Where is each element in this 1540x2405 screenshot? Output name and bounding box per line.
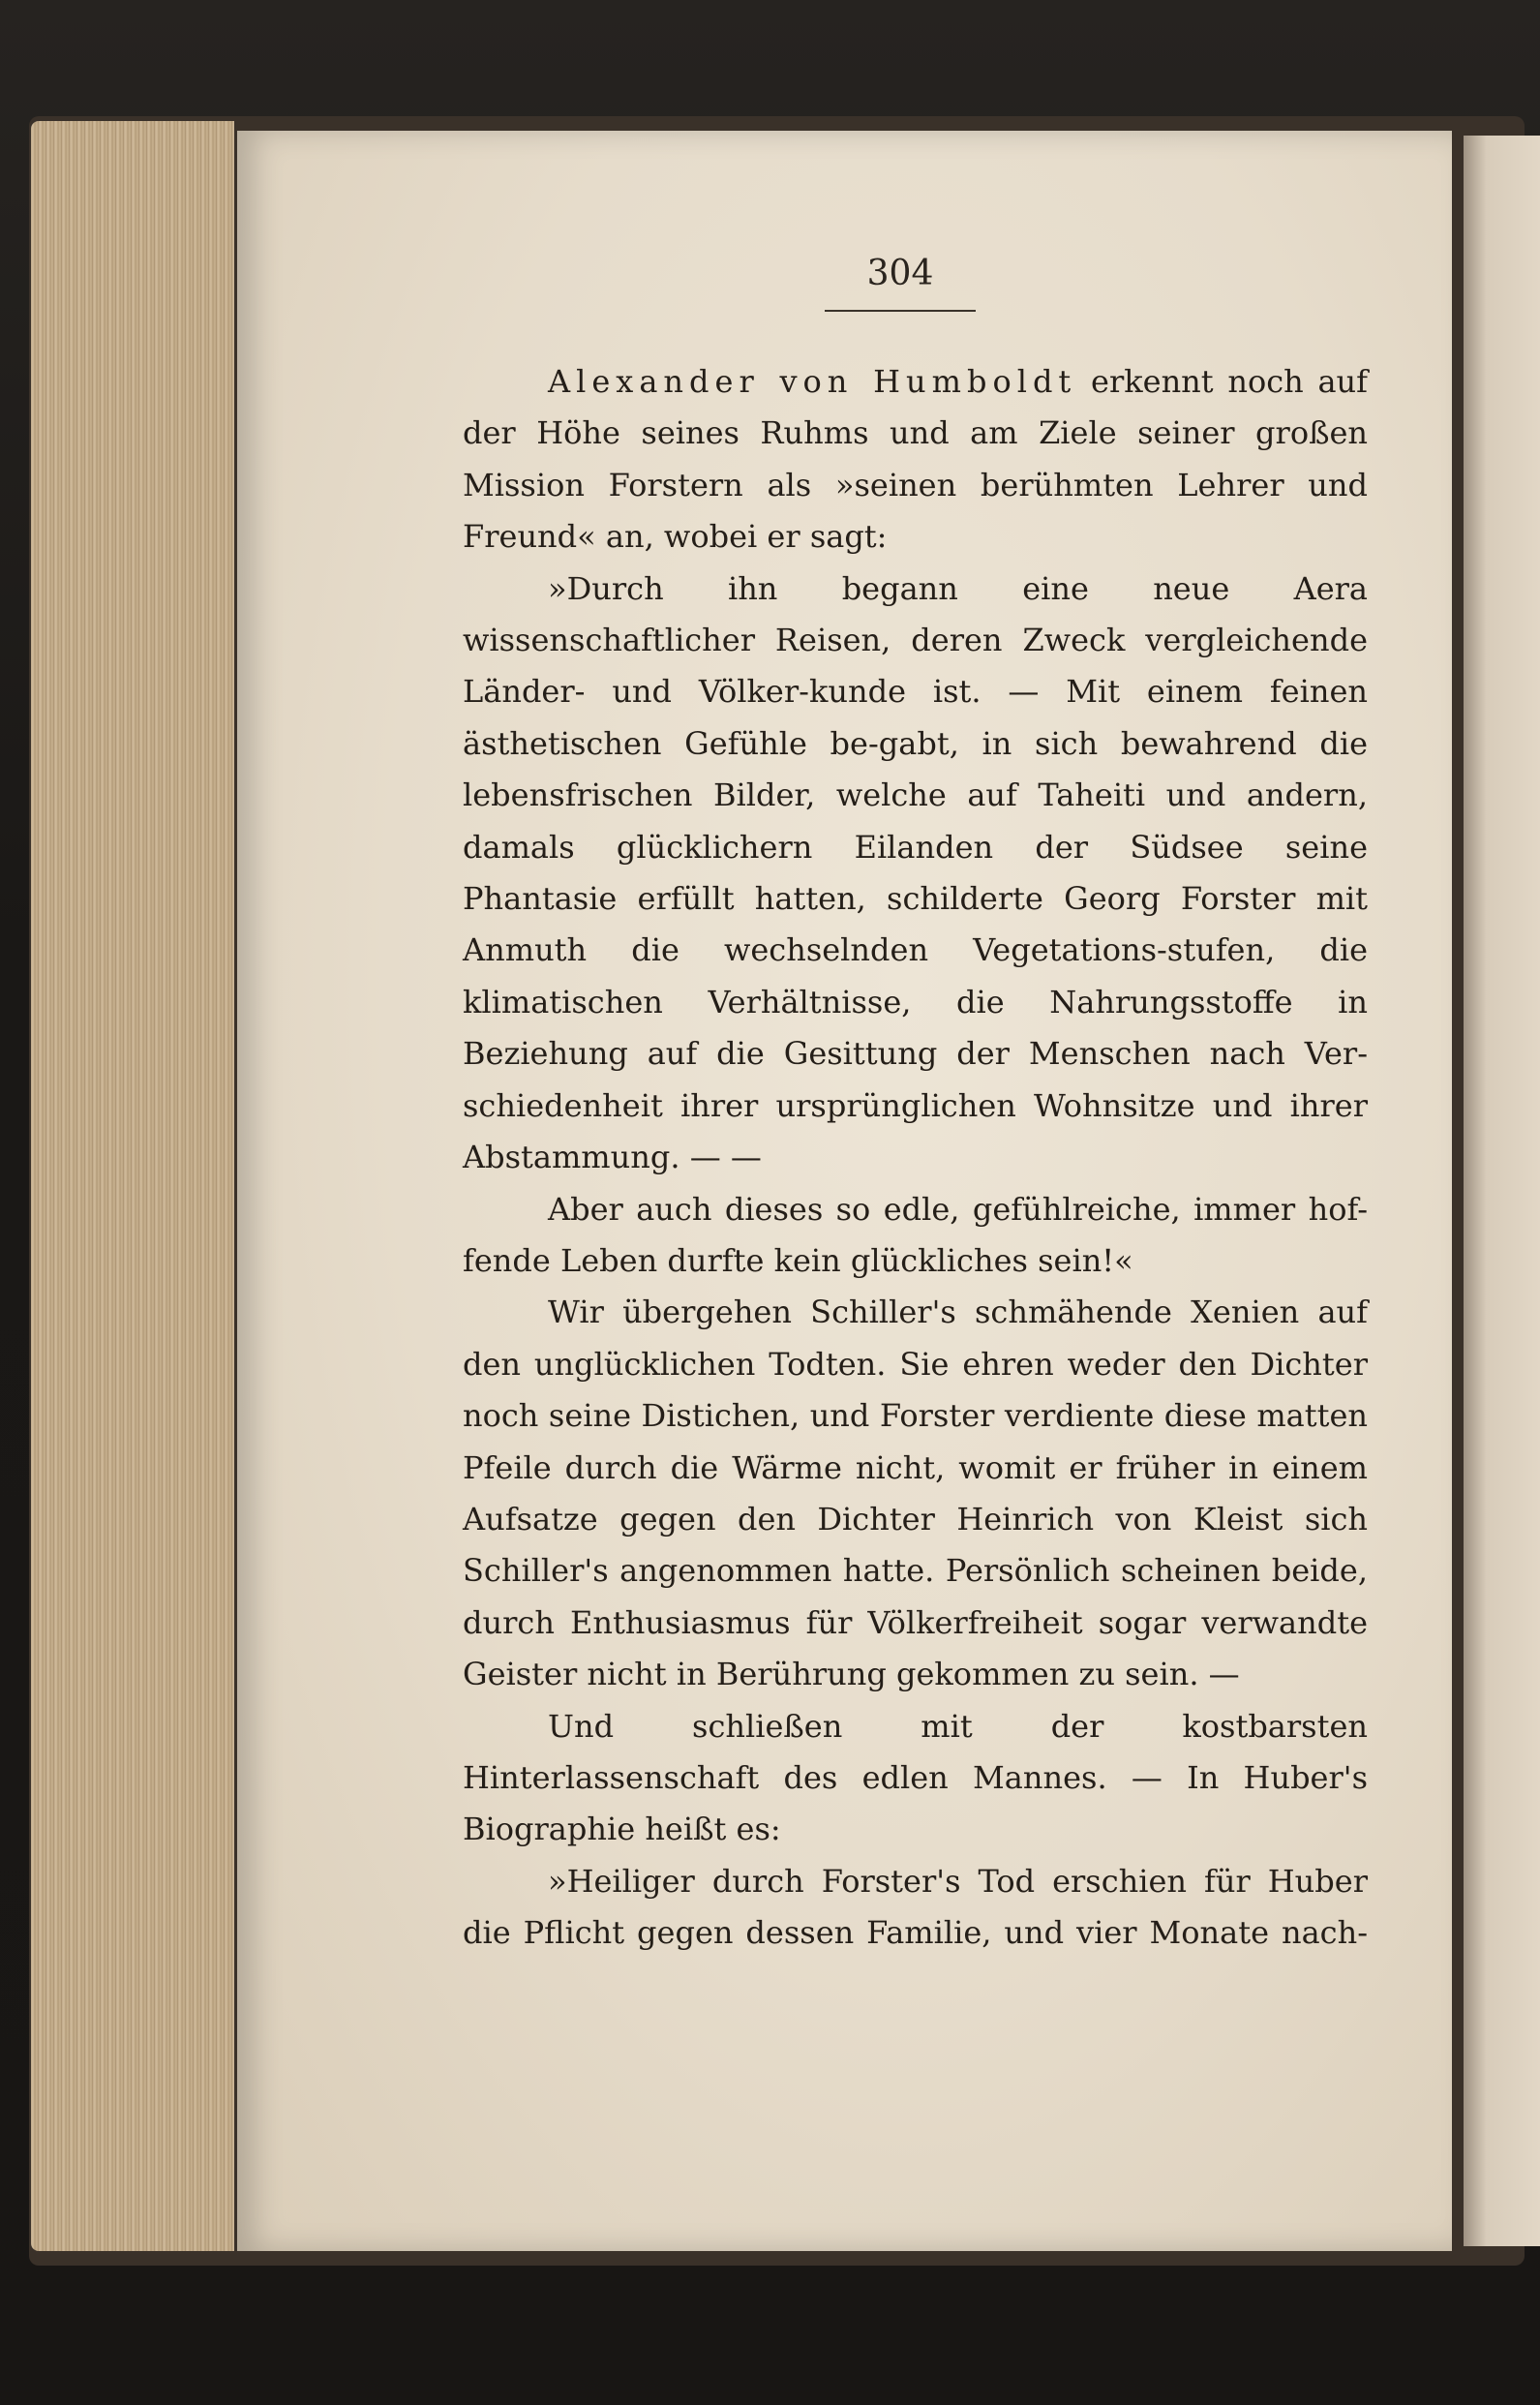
page-number: 304	[866, 254, 934, 293]
paragraph-4: Wir übergehen Schiller's schmähende Xenien auf den unglücklichen Todten. Sie ehren weder den Dichter noch seine Distichen, und Forster verdiente diese matten Pfeile durch die Wärme nicht, womit er früher in einem Aufsatze gegen den Dichter Heinrich von Kleist sich Schiller's angenommen hatte. Persönlich scheinen beide, durch Enthusiasmus für Völkerfreiheit sogar verwandte Geister nicht in Berührung gekommen zu sein. —	[463, 1294, 1368, 1693]
paragraph-1-text: erkennt noch auf der Höhe seines Ruhms und am Ziele seiner großen Mission Forstern als »seinen berühmten Lehrer und Freund« an, wobei er sagt:	[463, 363, 1369, 556]
paragraph-2: »Durch ihn begann eine neue Aera wissenschaftlicher Reisen, deren Zweck vergleichende Länder- und Völker-kunde ist. — Mit einem feinen ästhetischen Gefühle be-gabt, in sich bewahrend die lebensfrischen Bilder, welche auf Taheiti und andern, damals glücklichern Eilanden der Südsee seine Phantasie erfüllt hatten, schilderte Georg Forster mit Anmuth die wechselnden Vegetations-stufen, die klimatischen Verhältnisse, die Nahrungsstoffe in Beziehung auf die Gesittung der Menschen nach Ver-schiedenheit ihrer ursprünglichen Wohnsitze und ihrer Abstammung. — —	[463, 569, 1368, 1176]
page-edges	[31, 121, 234, 2251]
paragraph-3: Aber auch dieses so edle, gefühlreiche, immer hof-fende Leben durfte kein glückliches sein!«	[463, 1190, 1368, 1279]
facing-page	[1464, 136, 1540, 2246]
paragraph-6: »Heiliger durch Forster's Tod erschien für Huber die Pflicht gegen dessen Familie, und vier Monate nach-	[463, 1862, 1368, 1952]
paragraph-5: Und schließen mit der kostbarsten Hinterlassenschaft des edlen Mannes. — In Huber's Biographie heißt es:	[463, 1707, 1368, 1848]
spaced-name: Alexander von Humboldt	[548, 363, 1077, 400]
page-text	[463, 356, 1368, 1960]
paragraph-1	[463, 356, 1368, 563]
page-number-rule	[825, 310, 976, 312]
